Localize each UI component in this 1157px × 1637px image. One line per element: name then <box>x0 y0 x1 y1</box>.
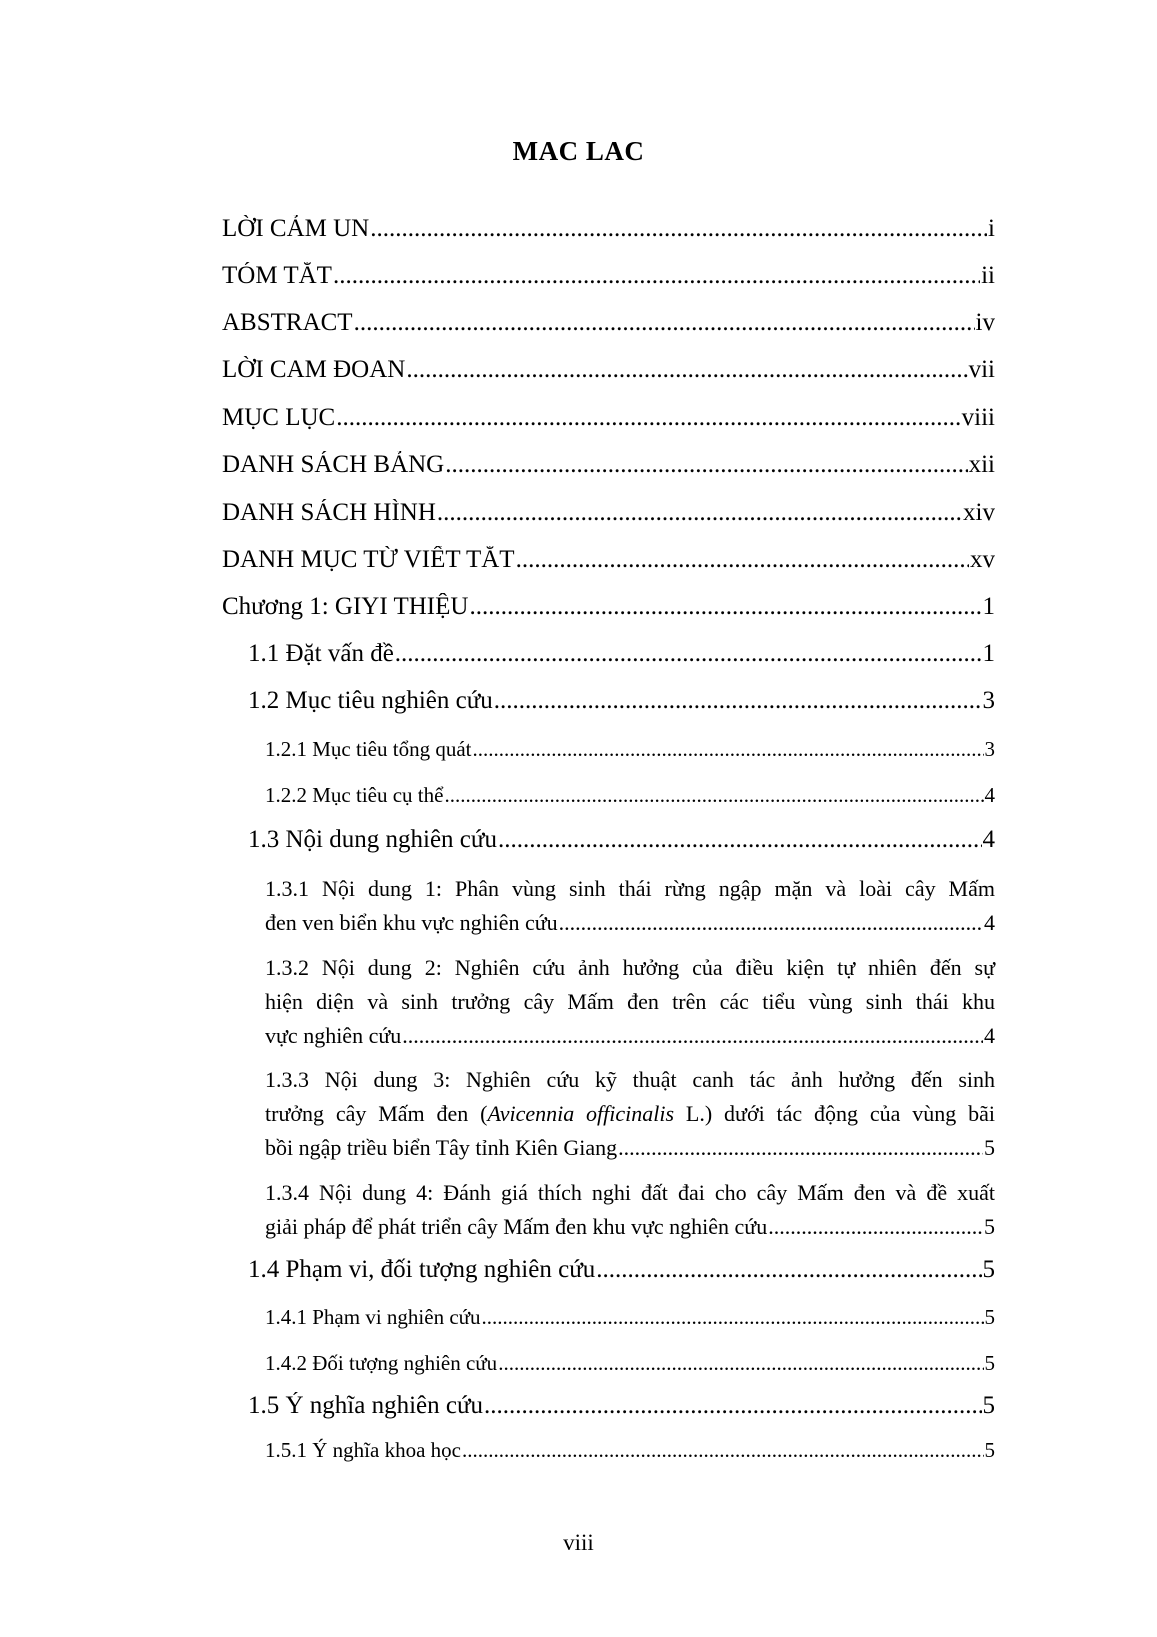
toc-entry[interactable] <box>222 546 995 574</box>
dot-leader <box>333 262 980 290</box>
toc-entry-label: 1.5 Ý nghĩa nghiên cứu <box>248 1392 484 1419</box>
toc-entry-label: 1.2.1 Mục tiêu tổng quát <box>265 737 472 761</box>
dot-leader <box>768 1210 983 1244</box>
toc-entry-label: Chương 1: GIYI THIỆU <box>222 593 469 620</box>
toc-page-number: 1 <box>982 593 995 620</box>
toc-entry[interactable] <box>265 1351 995 1376</box>
toc-page-number: 1 <box>982 640 995 667</box>
toc-entry[interactable] <box>248 826 995 854</box>
toc-entry[interactable] <box>265 783 995 808</box>
dot-leader <box>469 593 981 621</box>
toc-entry[interactable] <box>222 451 995 479</box>
toc-page-number: 5 <box>984 1135 995 1160</box>
toc-entry-label: ABSTRACT <box>222 309 353 336</box>
toc-entry-multiline[interactable] <box>265 951 995 1053</box>
toc-page-number: xiv <box>963 499 995 526</box>
dot-leader <box>336 404 960 432</box>
dot-leader <box>498 826 982 854</box>
toc-page-number: 4 <box>984 783 995 807</box>
toc-page-number: iv <box>975 309 995 336</box>
toc-entry[interactable] <box>248 640 995 668</box>
toc-entry-line: 1.3.3 Nội dung 3: Nghiên cứu kỹ thuật canh tác ảnh hưởng đến sinh <box>265 1067 995 1092</box>
toc-entry-chapter[interactable] <box>222 593 995 621</box>
toc-entry[interactable] <box>222 215 995 243</box>
toc-entry-label: 1.3 Nội dung nghiên cứu <box>248 826 497 853</box>
toc-entry-label: 1.4.1 Phạm vi nghiên cứu <box>265 1305 481 1329</box>
toc-entry[interactable] <box>222 309 995 337</box>
dot-leader <box>482 1305 984 1330</box>
toc-entry[interactable] <box>265 737 995 762</box>
dot-leader <box>444 783 983 808</box>
toc-entry-text: L.) dưới tác động của vùng bãi <box>674 1101 995 1126</box>
toc-page-number: 5 <box>984 1305 995 1329</box>
toc-entry-multiline[interactable] <box>265 872 995 940</box>
toc-entry-label: LỜI CAM ĐOAN <box>222 356 406 383</box>
dot-leader <box>596 1256 981 1284</box>
toc-entry-label: 1.5.1 Ý nghĩa khoa học <box>265 1438 461 1462</box>
toc-entry[interactable] <box>222 499 995 527</box>
toc-entry-label: DANH SÁCH BẢNG <box>222 451 445 478</box>
toc-page-number: vii <box>968 356 995 383</box>
toc-page-number: 5 <box>984 1214 995 1239</box>
toc-page-number: 5 <box>982 1256 995 1283</box>
toc-page-number: 3 <box>982 687 995 714</box>
dot-leader <box>498 1351 983 1376</box>
dot-leader <box>395 640 982 668</box>
dot-leader <box>406 356 967 384</box>
toc-entry-label: DANH SÁCH HÌNH <box>222 499 436 526</box>
toc-entry-label: DANH MỤC TỪ VIẾT TẮT <box>222 546 515 573</box>
toc-page-number: 5 <box>984 1438 995 1462</box>
dot-leader <box>445 451 967 479</box>
dot-leader <box>437 499 962 527</box>
dot-leader <box>494 687 982 715</box>
toc-page-number: i <box>988 215 995 242</box>
dot-leader <box>402 1019 983 1053</box>
toc-entry[interactable] <box>248 1392 995 1420</box>
toc-entry[interactable] <box>248 1256 995 1284</box>
toc-entry-label: giải pháp để phát triển cây Mấm đen khu vực nghiên cứu <box>265 1214 768 1239</box>
toc-entry[interactable] <box>222 356 995 384</box>
toc-page-number: xii <box>968 451 995 478</box>
toc-page-number: 5 <box>982 1392 995 1419</box>
toc-page-number: ii <box>981 262 995 289</box>
toc-entry-label: LỜI CẢM UN <box>222 215 370 242</box>
toc-page-number: 3 <box>984 737 995 761</box>
toc-entry-multiline[interactable] <box>265 1176 995 1244</box>
toc-entry-line: 1.3.4 Nội dung 4: Đánh giá thích nghi đất đai cho cây Mấm đen và đề xuất <box>265 1180 995 1205</box>
species-name-italic: Avicennia officinalis <box>487 1101 675 1126</box>
toc-entry[interactable] <box>248 687 995 715</box>
dot-leader <box>370 215 987 243</box>
dot-leader <box>354 309 975 337</box>
toc-entry-label: TÓM TẮT <box>222 262 332 289</box>
toc-entry[interactable] <box>265 1305 995 1330</box>
toc-entry-label: 1.1 Đặt vấn đề <box>248 640 394 667</box>
toc-entry-multiline[interactable] <box>265 1063 995 1165</box>
toc-entry[interactable] <box>222 262 995 290</box>
toc-page-number: xv <box>970 546 995 573</box>
page-title: MAC LAC <box>512 136 645 166</box>
toc-page-number: 4 <box>984 910 995 935</box>
toc-entry-line <box>265 1097 995 1131</box>
dot-leader <box>618 1131 983 1165</box>
toc-entry-label: 1.2 Mục tiêu nghiên cứu <box>248 687 493 714</box>
dot-leader <box>516 546 969 574</box>
toc-entry-line: 1.3.2 Nội dung 2: Nghiên cứu ảnh hưởng của điều kiện tự nhiên đến sự <box>265 955 995 980</box>
toc-page-number: 5 <box>984 1351 995 1375</box>
toc-entry-line: hiện diện và sinh trưởng cây Mấm đen trên các tiểu vùng sinh thái khu <box>265 989 995 1014</box>
toc-entry-label: MỤC LỤC <box>222 404 336 431</box>
toc-entry[interactable] <box>222 404 995 432</box>
toc-entry-line: 1.3.1 Nội dung 1: Phân vùng sinh thái rừng ngập mặn và loài cây Mấm <box>265 876 995 901</box>
dot-leader <box>484 1392 981 1420</box>
dot-leader <box>472 737 983 762</box>
toc-entry-label: vực nghiên cứu <box>265 1023 402 1048</box>
toc-entry-label: đen ven biển khu vực nghiên cứu <box>265 910 558 935</box>
toc-entry-label: bồi ngập triều biển Tây tỉnh Kiên Giang <box>265 1135 618 1160</box>
toc-entry[interactable] <box>265 1438 995 1463</box>
toc-entry-label: 1.4.2 Đối tượng nghiên cứu <box>265 1351 498 1375</box>
toc-entry-text: trưởng cây Mấm đen ( <box>265 1101 488 1126</box>
toc-page-number: viii <box>961 404 995 431</box>
dot-leader <box>559 906 983 940</box>
toc-entry-label: 1.4 Phạm vi, đối tượng nghiên cứu <box>248 1256 596 1283</box>
dot-leader <box>462 1438 984 1463</box>
page-number-footer: viii <box>563 1530 594 1555</box>
toc-page-number: 4 <box>984 1023 995 1048</box>
toc-entry-label: 1.2.2 Mục tiêu cụ thể <box>265 783 444 807</box>
toc-page-number: 4 <box>982 826 995 853</box>
